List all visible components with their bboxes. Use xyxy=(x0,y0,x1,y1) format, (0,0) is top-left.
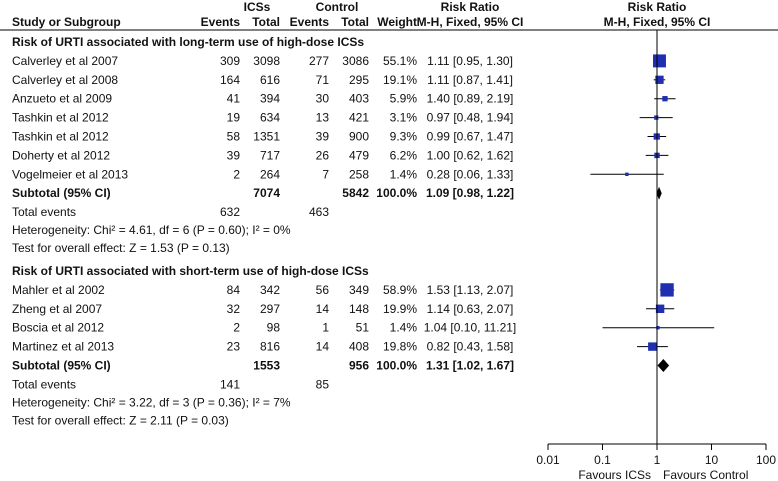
study-weight: 1.4% xyxy=(389,167,417,182)
total-events-control: 463 xyxy=(308,205,329,220)
control-events: 14 xyxy=(315,301,329,316)
study-name: Martinez et al 2013 xyxy=(12,339,115,354)
study-name: Anzueto et al 2009 xyxy=(12,91,113,106)
icss-total: 98 xyxy=(266,320,280,335)
icss-total: 297 xyxy=(259,301,280,316)
overall-effect-text: Test for overall effect: Z = 2.11 (P = 0.03) xyxy=(12,413,229,428)
control-events: 13 xyxy=(315,110,329,125)
subtotal-risk-ratio: 1.09 [0.98, 1.22] xyxy=(425,186,515,201)
subtotal-risk-ratio: 1.31 [1.02, 1.67] xyxy=(425,358,515,373)
header-plot-title: Risk Ratio xyxy=(627,0,687,14)
control-events: 30 xyxy=(315,91,329,106)
study-risk-ratio: 0.97 [0.48, 1.94] xyxy=(426,110,514,125)
icss-total: 3098 xyxy=(253,53,280,68)
control-events: 39 xyxy=(315,129,329,144)
subgroup-title: Risk of URTI associated with short-term use of high-dose ICSs xyxy=(12,264,369,278)
study-name: Calverley et al 2007 xyxy=(12,53,119,68)
effect-square xyxy=(662,96,667,101)
icss-total: 342 xyxy=(259,282,280,297)
subtotal-weight: 100.0% xyxy=(376,186,417,201)
x-tick-label: 100 xyxy=(755,453,777,467)
total-events-control: 85 xyxy=(315,377,329,392)
study-risk-ratio: 0.99 [0.67, 1.47] xyxy=(426,129,514,144)
header-total-icss: Total xyxy=(252,15,280,29)
table-header xyxy=(12,0,710,29)
effect-square xyxy=(625,173,628,176)
control-events: 1 xyxy=(322,320,329,335)
total-events-icss: 141 xyxy=(219,377,240,392)
icss-events: 41 xyxy=(226,91,240,106)
study-weight: 3.1% xyxy=(389,110,417,125)
icss-events: 2 xyxy=(233,167,240,182)
x-tick-label: 0.01 xyxy=(536,453,560,467)
control-total: 479 xyxy=(348,148,369,163)
header-study: Study or Subgroup xyxy=(12,15,121,29)
overall-effect-text: Test for overall effect: Z = 1.53 (P = 0.13) xyxy=(12,241,230,256)
subtotal-label: Subtotal (95% CI) xyxy=(12,186,111,201)
subtotal-weight: 100.0% xyxy=(376,358,417,373)
study-risk-ratio: 1.11 [0.87, 1.41] xyxy=(427,72,513,87)
icss-events: 84 xyxy=(226,282,240,297)
total-events-icss: 632 xyxy=(219,205,240,220)
icss-total: 634 xyxy=(259,110,280,125)
control-events: 56 xyxy=(315,282,329,297)
study-weight: 5.9% xyxy=(389,91,417,106)
study-name: Vogelmeier et al 2013 xyxy=(12,167,129,182)
effect-square xyxy=(654,115,658,119)
control-total: 408 xyxy=(348,339,369,354)
total-events-label: Total events xyxy=(12,205,77,220)
study-weight: 9.3% xyxy=(389,129,417,144)
header-total-control: Total xyxy=(341,15,369,29)
subtotal-icss-total: 7074 xyxy=(253,186,280,201)
study-risk-ratio: 1.40 [0.89, 2.19] xyxy=(426,91,514,106)
study-risk-ratio: 0.82 [0.43, 1.58] xyxy=(426,339,514,354)
study-risk-ratio: 1.00 [0.62, 1.62] xyxy=(426,148,514,163)
control-total: 403 xyxy=(348,91,369,106)
study-risk-ratio: 1.04 [0.10, 11.21] xyxy=(423,320,517,335)
study-weight: 6.2% xyxy=(389,148,417,163)
subtotal-control-total: 956 xyxy=(348,358,369,373)
header-plot-method: M-H, Fixed, 95% CI xyxy=(603,15,711,29)
header-rr-method: M-H, Fixed, 95% CI xyxy=(416,15,524,29)
study-name: Zheng et al 2007 xyxy=(12,301,103,316)
plot-marks xyxy=(536,30,776,481)
total-events-label: Total events xyxy=(12,377,77,392)
control-events: 26 xyxy=(315,148,329,163)
control-events: 71 xyxy=(315,72,329,87)
icss-total: 264 xyxy=(259,167,280,182)
icss-events: 39 xyxy=(226,148,240,163)
control-total: 51 xyxy=(355,320,369,335)
effect-square xyxy=(660,283,673,296)
icss-events: 2 xyxy=(233,320,240,335)
header-weight: Weight xyxy=(377,15,417,29)
study-table xyxy=(12,35,516,428)
icss-total: 394 xyxy=(259,91,280,106)
icss-events: 32 xyxy=(226,301,240,316)
control-events: 277 xyxy=(308,53,329,68)
effect-square xyxy=(653,54,666,67)
study-name: Doherty et al 2012 xyxy=(12,148,111,163)
header-events-control: Events xyxy=(289,15,329,29)
control-total: 295 xyxy=(348,72,369,87)
study-risk-ratio: 0.28 [0.06, 1.33] xyxy=(426,167,514,182)
subtotal-label: Subtotal (95% CI) xyxy=(12,358,111,373)
study-weight: 58.9% xyxy=(382,282,417,297)
subtotal-diamond xyxy=(657,359,669,372)
study-name: Tashkin et al 2012 xyxy=(12,129,109,144)
x-tick-label: 10 xyxy=(704,453,719,467)
favours-icss-label: Favours ICSs xyxy=(578,468,651,481)
effect-square xyxy=(648,342,656,350)
icss-total: 1351 xyxy=(253,129,280,144)
icss-events: 58 xyxy=(226,129,240,144)
study-name: Boscia et al 2012 xyxy=(12,320,105,335)
study-weight: 19.1% xyxy=(382,72,417,87)
study-weight: 55.1% xyxy=(382,53,417,68)
header-group-icss: ICSs xyxy=(243,0,271,14)
x-tick-label: 1 xyxy=(653,453,661,467)
study-risk-ratio: 1.11 [0.95, 1.30] xyxy=(427,53,513,68)
icss-events: 309 xyxy=(219,53,240,68)
heterogeneity-text: Heterogeneity: Chi² = 3.22, df = 3 (P = 0.36); I² = 7% xyxy=(12,395,291,410)
study-weight: 19.9% xyxy=(382,301,417,316)
icss-events: 19 xyxy=(226,110,240,125)
subgroup-title: Risk of URTI associated with long-term use of high-dose ICSs xyxy=(12,35,365,49)
subtotal-control-total: 5842 xyxy=(342,186,369,201)
header-rr-title: Risk Ratio xyxy=(440,0,500,14)
control-total: 900 xyxy=(348,129,369,144)
icss-total: 717 xyxy=(259,148,280,163)
favours-control-label: Favours Control xyxy=(663,468,749,481)
heterogeneity-text: Heterogeneity: Chi² = 4.61, df = 6 (P = 0.60); I² = 0% xyxy=(12,223,291,238)
icss-events: 23 xyxy=(226,339,240,354)
study-weight: 19.8% xyxy=(382,339,417,354)
header-events-icss: Events xyxy=(200,15,240,29)
study-name: Calverley et al 2008 xyxy=(12,72,119,87)
icss-total: 616 xyxy=(259,72,280,87)
control-events: 14 xyxy=(315,339,329,354)
study-weight: 1.4% xyxy=(389,320,417,335)
control-total: 148 xyxy=(348,301,369,316)
icss-total: 816 xyxy=(259,339,280,354)
x-tick-label: 0.1 xyxy=(594,453,611,467)
study-name: Tashkin et al 2012 xyxy=(12,110,109,125)
study-name: Mahler et al 2002 xyxy=(12,282,105,297)
control-total: 349 xyxy=(348,282,369,297)
control-events: 7 xyxy=(322,167,329,182)
icss-events: 164 xyxy=(219,72,240,87)
subtotal-icss-total: 1553 xyxy=(253,358,280,373)
study-risk-ratio: 1.14 [0.63, 2.07] xyxy=(426,301,514,316)
study-risk-ratio: 1.53 [1.13, 2.07] xyxy=(426,282,514,297)
header-group-control: Control xyxy=(315,0,359,14)
control-total: 421 xyxy=(348,110,369,125)
control-total: 258 xyxy=(348,167,369,182)
control-total: 3086 xyxy=(342,53,369,68)
